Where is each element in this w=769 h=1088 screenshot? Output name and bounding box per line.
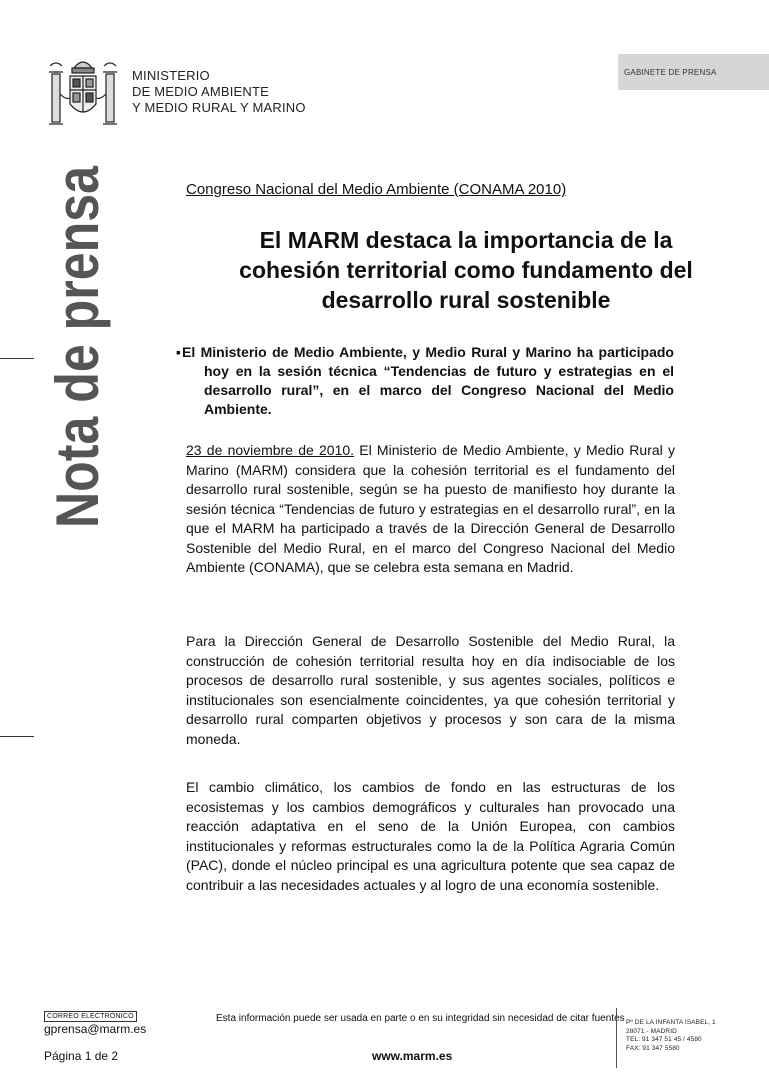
website-link[interactable]: www.marm.es (372, 1049, 453, 1063)
press-office-tag: GABINETE DE PRENSA (618, 54, 769, 90)
headline-line: desarrollo rural sostenible (321, 287, 611, 313)
address-line: FAX: 91 347 5580 (626, 1044, 680, 1052)
footer-divider (616, 1008, 617, 1068)
paragraph-2: Para la Dirección General de Desarrollo Sostenible del Medio Rural, la construcción de cohesión territorial resulta hoy en día indisociable de los procesos de desarrollo rural sostenible, y sus agentes sociales, políticos e institucionales son esencialmente coincidentes, ya que cohesión territorial y desarrollo rural comparten objetivos y procesos y son cara de la misma moneda. (186, 633, 675, 747)
email-label: CORREO ELECTRÓNICO (44, 1011, 137, 1022)
bullet-marker: ▪ (176, 344, 181, 360)
margin-mark (0, 736, 34, 737)
address-line: 28071 - MADRID (626, 1027, 677, 1035)
summary-bullet (176, 343, 674, 419)
coat-of-arms-icon (44, 54, 122, 134)
address-line: TEL: 91 347 51 45 / 4580 (626, 1036, 702, 1043)
headline (186, 225, 746, 315)
headline-line: El MARM destaca la importancia de la (259, 227, 673, 253)
paragraph-1-text: El Ministerio de Medio Ambiente, y Medio Rural y Marino (MARM) considera que la cohesión territorial es el fundamento del desarrollo rural sostenible, según se ha puesto de manifiesto hoy durante la sesión técnica “Tendencias de futuro y estrategias en el desarrollo rural”, en la que el MARM ha participado a través de la Dirección General de Desarrollo Sostenible del Medio Rural, en el marco del Congreso Nacional del Medio Ambiente (CONAMA), que se celebra esta semana en Madrid. (186, 442, 675, 575)
ministry-line: Y MEDIO RURAL Y MARINO (132, 100, 306, 115)
release-date: 23 de noviembre de 2010. (186, 442, 355, 458)
address-line: Pº DE LA INFANTA ISABEL, 1 (626, 1019, 716, 1026)
paragraph-3: El cambio climático, los cambios de fondo en las estructuras de los ecosistemas y los cambios demográficos y culturales han provocado una reacción adaptativa en el seno de la Unión Europea, con cambios institucionales y reformas estructurales como la de la Política Agraria Común (PAC), donde el núcleo principal es una agricultura potente que sea capaz de contribuir a las necesidades actuales y al logro de una economía sostenible. (186, 779, 675, 893)
press-release-label-text: Nota de prensa (44, 94, 111, 528)
ministry-line: MINISTERIO (132, 68, 210, 83)
event-kicker: Congreso Nacional del Medio Ambiente (CONAMA 2010) (186, 181, 567, 198)
summary-bullet-text: El Ministerio de Medio Ambiente, y Medio Rural y Marino ha participado hoy en la sesión técnica “Tendencias de futuro y estrategias en el desarrollo rural”, en el marco del Congreso Nacional del Medio Ambiente. (182, 344, 674, 417)
usage-note: Esta información puede ser usada en parte o en su integridad sin necesidad de citar fuentes (216, 1013, 625, 1024)
postal-address (626, 1019, 716, 1053)
page-number: Página 1 de 2 (44, 1049, 119, 1063)
ministry-name (132, 68, 306, 116)
ministry-line: DE MEDIO AMBIENTE (132, 84, 270, 99)
paragraph-1 (186, 441, 675, 578)
margin-mark (0, 358, 34, 359)
email-link[interactable]: gprensa@marm.es (44, 1022, 147, 1036)
press-release-label (20, 94, 111, 532)
headline-line: cohesión territorial como fundamento del (239, 257, 693, 283)
